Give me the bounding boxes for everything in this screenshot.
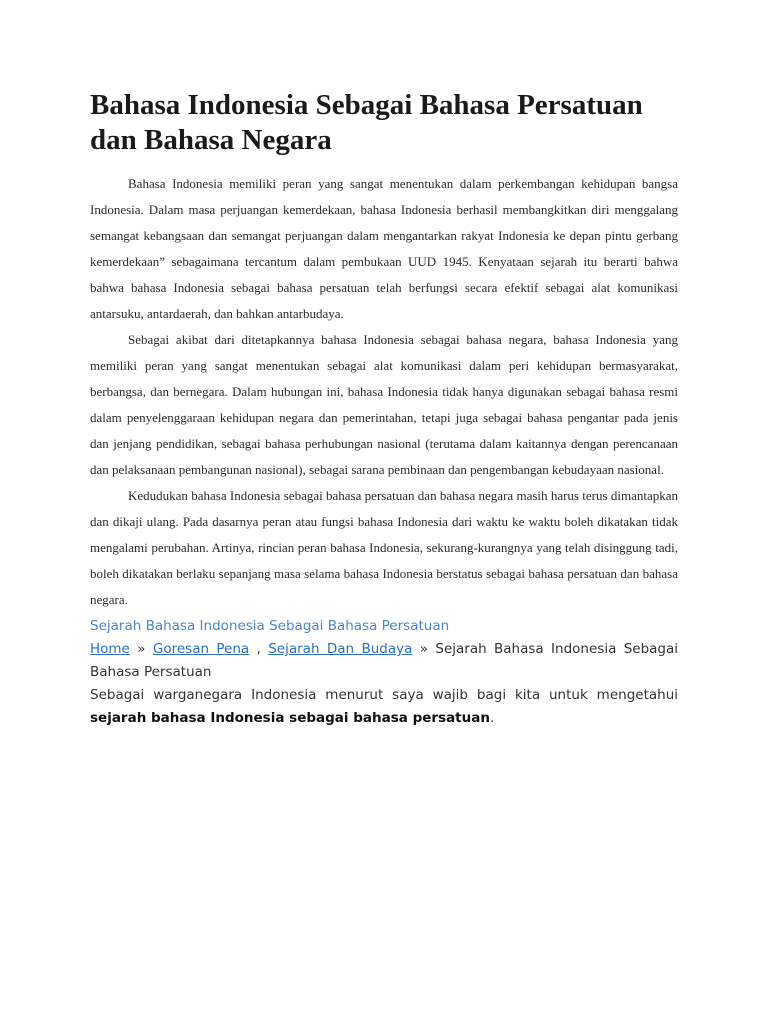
breadcrumb-goresan-pena-link[interactable]: Goresan Pena: [152, 641, 250, 657]
document-page: [90, 88, 678, 730]
breadcrumb-separator: »: [129, 641, 153, 657]
breadcrumb-current: Sejarah Bahasa Indonesia Sebagai Bahasa Persatuan: [90, 641, 679, 680]
breadcrumb-home-link[interactable]: Home: [90, 641, 130, 657]
document-title: Bahasa Indonesia Sebagai Bahasa Persatuan dan Bahasa Negara: [90, 89, 643, 156]
breadcrumb-sejarah-budaya-link[interactable]: Sejarah Dan Budaya: [268, 641, 413, 657]
breadcrumb-separator: ,: [249, 641, 269, 657]
paragraph-3: Kedudukan bahasa Indonesia sebagai bahasa persatuan dan bahasa negara masih harus terus dimantapkan dan dikaji ulang. Pada dasarnya peran atau fungsi bahasa Indonesia dari waktu ke waktu boleh dikatakan tidak mengalami perubahan. Artinya, rincian peran bahasa Indonesia, sekurang-kurangnya yang telah disinggung tadi, boleh dikatakan berlaku sepanjang masa selama bahasa Indonesia berstatus sebagai bahasa persatuan dan bahasa negara.: [90, 488, 678, 607]
breadcrumb: [90, 638, 678, 684]
section-heading: Sejarah Bahasa Indonesia Sebagai Bahasa Persatuan: [90, 618, 450, 634]
intro-bold: sejarah bahasa Indonesia sebagai bahasa persatuan: [90, 710, 490, 726]
intro-text: [90, 684, 678, 730]
intro-plain: Sebagai warganegara Indonesia menurut saya wajib bagi kita untuk mengetahui: [90, 687, 678, 703]
paragraph-1: Bahasa Indonesia memiliki peran yang sangat menentukan dalam perkembangan kehidupan bangsa Indonesia. Dalam masa perjuangan kemerdekaan, bahasa Indonesia berhasil membangkitkan diri menggalang semangat kebangsaan dan semangat perjuangan dalam mengantarkan rakyat Indonesia ke depan pintu gerbang kemerdekaan” sebagaimana tercantum dalam pembukaan UUD 1945. Kenyataan sejarah itu berarti bahwa bahwa bahasa Indonesia sebagai bahasa persatuan telah berfungsi secara efektif sebagai alat komunikasi antarsuku, antardaerah, dan bahkan antarbudaya.: [90, 176, 678, 321]
paragraph-2: Sebagai akibat dari ditetapkannya bahasa Indonesia sebagai bahasa negara, bahasa Indonesia yang memiliki peran yang sangat menentukan sebagai alat komunikasi dalam peri kehidupan bermasyarakat, berbangsa, dan bernegara. Dalam hubungan ini, bahasa Indonesia tidak hanya digunakan sebagai bahasa resmi dalam penyelenggaraan kehidupan negara dan pemerintahan, tetapi juga sebagai bahasa pengantar pada jenis dan jenjang pendidikan, sebagai bahasa perhubungan nasional (terutama dalam kaitannya dengan perencanaan dan pelaksanaan pembangunan nasional), sebagai sarana pembinaan dan pengembangan kebudayaan nasional.: [90, 332, 678, 477]
intro-end: .: [489, 710, 495, 726]
breadcrumb-separator: »: [412, 641, 436, 657]
